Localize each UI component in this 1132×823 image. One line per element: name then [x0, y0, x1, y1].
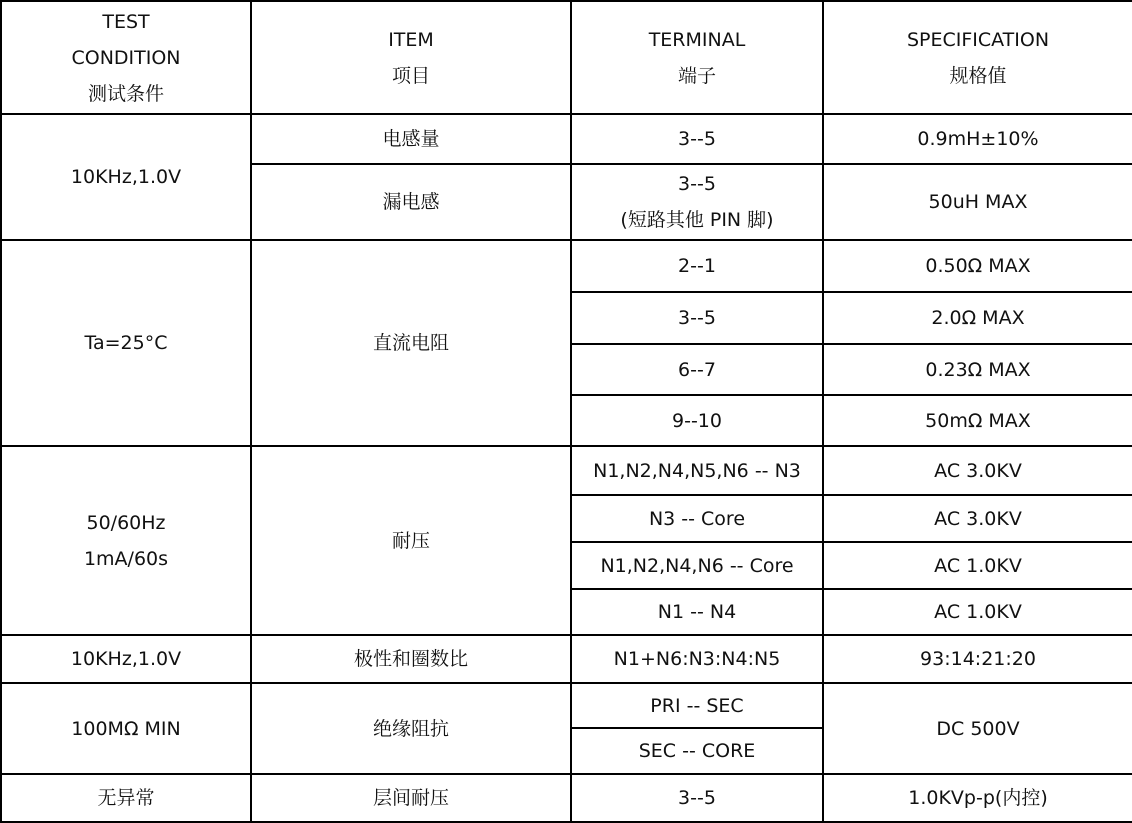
spec-cell: 50mΩ MAX: [823, 395, 1132, 446]
table-row: [1, 114, 1132, 164]
spec-cell: AC 3.0KV: [823, 446, 1132, 495]
terminal-cell: 9--10: [571, 395, 823, 446]
table-row: [1, 240, 1132, 292]
terminal-cell: N1+N6:N3:N4:N5: [571, 635, 823, 683]
item-leakage: 漏电感: [251, 164, 571, 240]
terminal-cell: 3--5: [571, 114, 823, 164]
spec-cell: 2.0Ω MAX: [823, 292, 1132, 344]
spec-cell: 0.23Ω MAX: [823, 344, 1132, 395]
header-specification: SPECIFICATION 规格值: [823, 1, 1132, 114]
terminal-cell: 3--5: [571, 774, 823, 822]
terminal-cell: N1 -- N4: [571, 589, 823, 635]
table-row: [1, 446, 1132, 495]
condition-hipot: 50/60Hz 1mA/60s: [1, 446, 251, 635]
header-item: ITEM 项目: [251, 1, 571, 114]
header-test-condition: TEST CONDITION 测试条件: [1, 1, 251, 114]
item-inductance: 电感量: [251, 114, 571, 164]
table-row: [1, 683, 1132, 728]
terminal-cell: 6--7: [571, 344, 823, 395]
spec-cell: AC 1.0KV: [823, 589, 1132, 635]
item-interlayer: 层间耐压: [251, 774, 571, 822]
spec-cell: 0.50Ω MAX: [823, 240, 1132, 292]
terminal-cell: 3--5: [571, 292, 823, 344]
terminal-cell: N1,N2,N4,N5,N6 -- N3: [571, 446, 823, 495]
terminal-cell: 2--1: [571, 240, 823, 292]
header-row: [1, 1, 1132, 114]
condition-dc-resistance: Ta=25°C: [1, 240, 251, 446]
spec-cell: 0.9mH±10%: [823, 114, 1132, 164]
spec-insulation: DC 500V: [823, 683, 1132, 774]
condition-insulation: 100MΩ MIN: [1, 683, 251, 774]
item-hipot: 耐压: [251, 446, 571, 635]
table-row: [1, 635, 1132, 683]
terminal-cell: N1,N2,N4,N6 -- Core: [571, 542, 823, 589]
terminal-cell: 3--5 (短路其他 PIN 脚): [571, 164, 823, 240]
condition-interlayer: 无异常: [1, 774, 251, 822]
item-insulation: 绝缘阻抗: [251, 683, 571, 774]
terminal-cell: N3 -- Core: [571, 495, 823, 542]
table-row: [1, 774, 1132, 822]
spec-cell: 93:14:21:20: [823, 635, 1132, 683]
item-polarity: 极性和圈数比: [251, 635, 571, 683]
item-dc-resistance: 直流电阻: [251, 240, 571, 446]
spec-cell: 50uH MAX: [823, 164, 1132, 240]
terminal-cell: PRI -- SEC: [571, 683, 823, 728]
condition-inductance: 10KHz,1.0V: [1, 114, 251, 240]
terminal-cell: SEC -- CORE: [571, 728, 823, 774]
header-terminal: TERMINAL 端子: [571, 1, 823, 114]
spec-cell: AC 3.0KV: [823, 495, 1132, 542]
spec-cell: 1.0KVp-p(内控): [823, 774, 1132, 822]
condition-polarity: 10KHz,1.0V: [1, 635, 251, 683]
spec-cell: AC 1.0KV: [823, 542, 1132, 589]
